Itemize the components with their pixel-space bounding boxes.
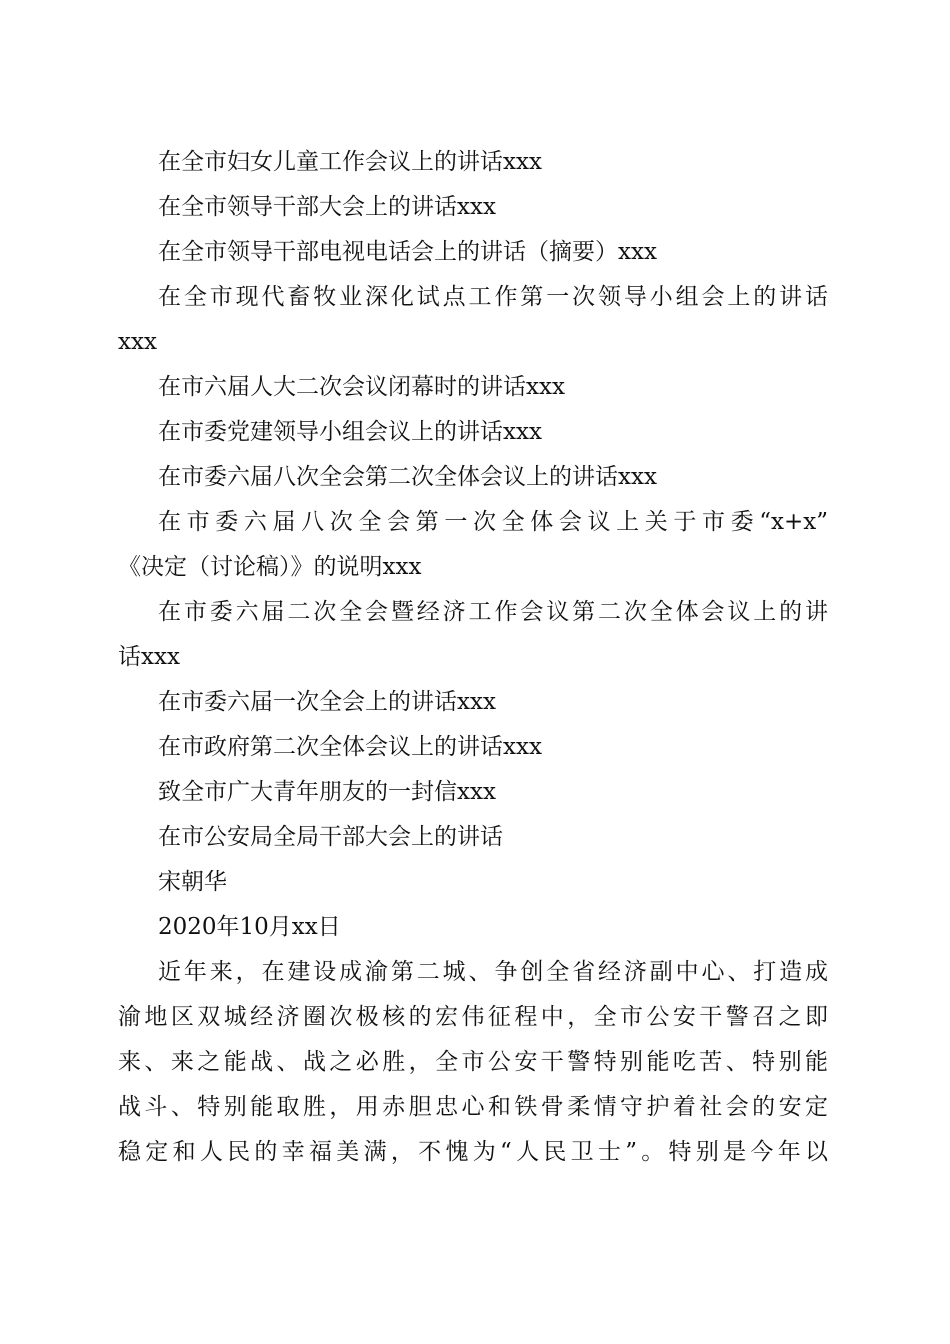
toc-entry-women-children: 在全市妇女儿童工作会议上的讲话xxx xyxy=(158,149,542,175)
body-line: 近年来，在建设成渝第二城、争创全省经济副中心、打造成 xyxy=(158,959,828,985)
toc-entry-first-plenary: 在市委六届一次全会上的讲话xxx xyxy=(158,689,496,715)
toc-entry-plenary-second: 在市委六届八次全会第二次全体会议上的讲话xxx xyxy=(158,464,657,490)
toc-entry-animal-husbandry: 在全市现代畜牧业深化试点工作第一次领导小组会上的讲话 xyxy=(158,284,828,310)
document-page xyxy=(118,140,828,1175)
body-line: 来、来之能战、战之必胜，全市公安干警特别能吃苦、特别能 xyxy=(118,1049,828,1075)
toc-entry-government-meeting: 在市政府第二次全体会议上的讲话xxx xyxy=(158,734,542,760)
speech-date: 2020年10月xx日 xyxy=(158,914,341,940)
toc-entry-plenary-first-cont: 《决定（讨论稿）》的说明xxx xyxy=(118,554,422,580)
body-line: 战斗、特别能取胜，用赤胆忠心和铁骨柔情守护着社会的安定 xyxy=(118,1094,828,1120)
toc-entry-animal-husbandry-cont: xxx xyxy=(118,329,157,355)
toc-entry-leading-cadres: 在全市领导干部大会上的讲话xxx xyxy=(158,194,496,220)
toc-entry-economic-work: 在市委六届二次全会暨经济工作会议第二次全体会议上的讲 xyxy=(158,599,828,625)
toc-entry-youth-letter: 致全市广大青年朋友的一封信xxx xyxy=(158,779,496,805)
body-line: 稳定和人民的幸福美满，不愧为“人民卫士”。特别是今年以 xyxy=(118,1139,828,1165)
toc-entry-economic-work-cont: 话xxx xyxy=(118,644,180,670)
speech-title: 在市公安局全局干部大会上的讲话 xyxy=(158,824,503,850)
body-line: 渝地区双城经济圈次极核的宏伟征程中，全市公安干警召之即 xyxy=(118,1004,828,1030)
toc-entry-npc-closing: 在市六届人大二次会议闭幕时的讲话xxx xyxy=(158,374,565,400)
toc-entry-plenary-first: 在市委六届八次全会第一次全体会议上关于市委“x+x” xyxy=(158,509,828,535)
speech-author: 宋朝华 xyxy=(158,869,227,895)
toc-entry-teleconference: 在全市领导干部电视电话会上的讲话（摘要）xxx xyxy=(158,239,657,265)
toc-entry-party-building: 在市委党建领导小组会议上的讲话xxx xyxy=(158,419,542,445)
